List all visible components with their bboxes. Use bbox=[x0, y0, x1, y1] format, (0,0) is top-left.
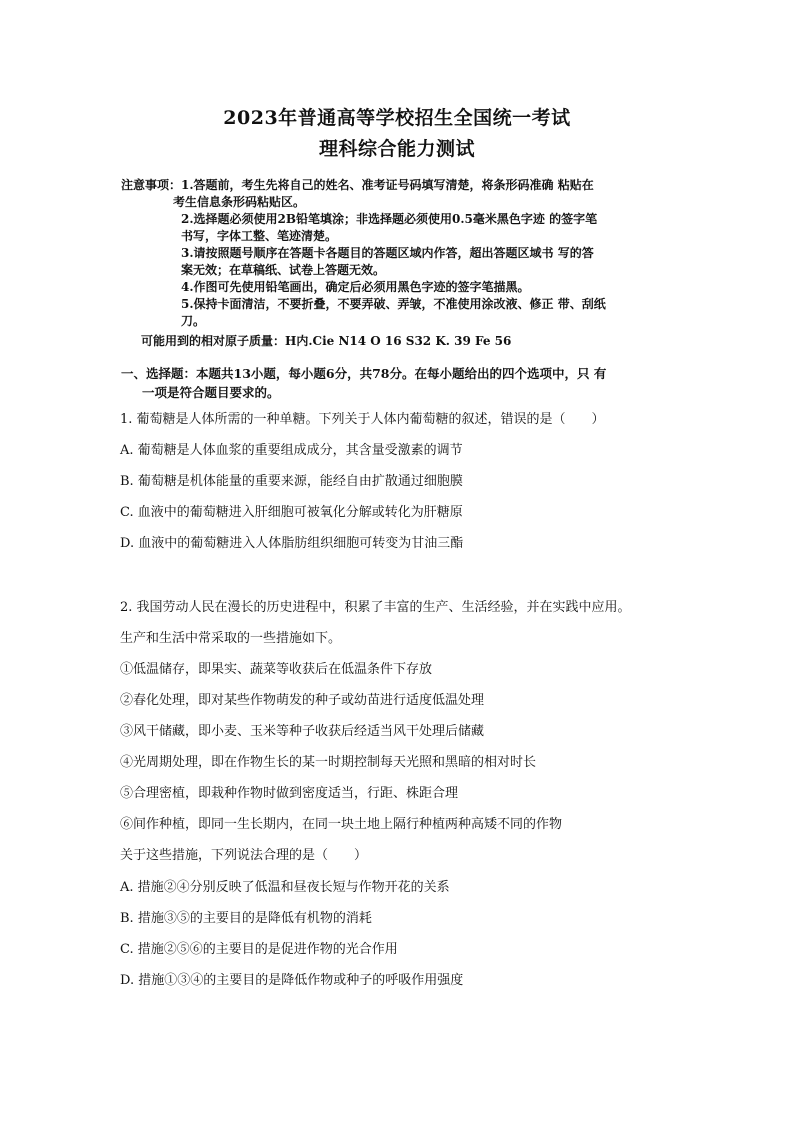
q2-stem-line1: 2. 我国劳动人民在漫长的历史进程中，积累了丰富的生产、生活经验，并在实践中应用。 bbox=[120, 600, 631, 615]
note-item-3-cont: 案无效；在草稿纸、试卷上答题无效。 bbox=[181, 263, 386, 277]
notes-label: 注意事项： bbox=[121, 178, 182, 192]
q2-option-b: B. 措施③⑤的主要目的是降低有机物的消耗 bbox=[120, 911, 372, 926]
q2-stem-line2: 生产和生活中常采取的一些措施如下。 bbox=[120, 631, 342, 646]
section-heading-line1: 一、选择题：本题共13小题，每小题6分，共78分。在每小题给出的四个选项中，只 有 bbox=[121, 366, 607, 381]
section-heading bbox=[121, 364, 681, 402]
exam-subtitle: 理科综合能力测试 bbox=[318, 138, 475, 160]
notes-block bbox=[121, 177, 681, 330]
note-item-1-cont: 考生信息条形码粘贴区。 bbox=[173, 195, 306, 209]
note-item-3: 3.请按照题号顺序在答题卡各题目的答题区域内作答，超出答题区域书 写的答 bbox=[181, 246, 594, 260]
note-row-1 bbox=[121, 177, 681, 194]
note-item-5: 5.保持卡面清洁，不要折叠，不要弄破、弄皱，不准使用涂改液、修正 带、刮纸 bbox=[181, 297, 606, 311]
q1-option-a: A. 葡萄糖是人体血浆的重要组成成分，其含量受激素的调节 bbox=[120, 443, 463, 458]
q1-option-d: D. 血液中的葡萄糖进入人体脂肪组织细胞可转变为甘油三酯 bbox=[120, 536, 464, 551]
q2-option-c: C. 措施②⑤⑥的主要目的是促进作物的光合作用 bbox=[120, 942, 398, 957]
q2-option-a: A. 措施②④分别反映了低温和昼夜长短与作物开花的关系 bbox=[120, 880, 450, 895]
q1-option-c: C. 血液中的葡萄糖进入肝细胞可被氧化分解或转化为肝糖原 bbox=[120, 505, 463, 520]
note-item-4: 4.作图可先使用铅笔画出，确定后必须用黑色字迹的签字笔描黑。 bbox=[181, 280, 530, 294]
note-item-5-cont: 刀。 bbox=[181, 314, 206, 328]
note-item-2-cont: 书写，字体工整、笔迹清楚。 bbox=[181, 229, 338, 243]
q1-stem: 1. 葡萄糖是人体所需的一种单糖。下列关于人体内葡萄糖的叙述，错误的是（ ） bbox=[120, 412, 605, 427]
q2-measure-2: ②春化处理，即对某些作物萌发的种子或幼苗进行适度低温处理 bbox=[120, 693, 485, 708]
exam-title: 2023年普通高等学校招生全国统一考试 bbox=[223, 107, 571, 129]
q2-measure-1: ①低温储存，即果实、蔬菜等收获后在低温条件下存放 bbox=[120, 662, 433, 677]
q2-measure-4: ④光周期处理，即在作物生长的某一时期控制每天光照和黑暗的相对时长 bbox=[120, 755, 537, 770]
note-item-2: 2.选择题必须使用2B铅笔填涂；非选择题必须使用0.5毫米黑色字迹 的签字笔 bbox=[181, 212, 598, 226]
section-heading-line2: 一项是符合题目要求的。 bbox=[142, 385, 280, 400]
note-item-1: 1.答题前，考生先将自己的姓名、准考证号码填写清楚，将条形码准确 粘贴在 bbox=[181, 178, 594, 192]
q2-measure-6: ⑥间作种植，即同一生长期内，在同一块土地上隔行种植两种高矮不同的作物 bbox=[120, 817, 563, 832]
q2-option-d: D. 措施①③④的主要目的是降低作物或种子的呼吸作用强度 bbox=[120, 973, 464, 988]
atomic-mass-line: 可能用到的相对原子质量：H内.Cie N14 O 16 S32 K. 39 Fe 56 bbox=[141, 334, 512, 348]
q1-option-b: B. 葡萄糖是机体能量的重要来源，能经自由扩散通过细胞膜 bbox=[120, 474, 463, 489]
q2-measure-3: ③风干储藏，即小麦、玉米等种子收获后经适当风干处理后储藏 bbox=[120, 724, 485, 739]
q2-measure-5: ⑤合理密植，即栽种作物时做到密度适当，行距、株距合理 bbox=[120, 786, 459, 801]
q2-question: 关于这些措施，下列说法合理的是（ ） bbox=[120, 848, 368, 863]
